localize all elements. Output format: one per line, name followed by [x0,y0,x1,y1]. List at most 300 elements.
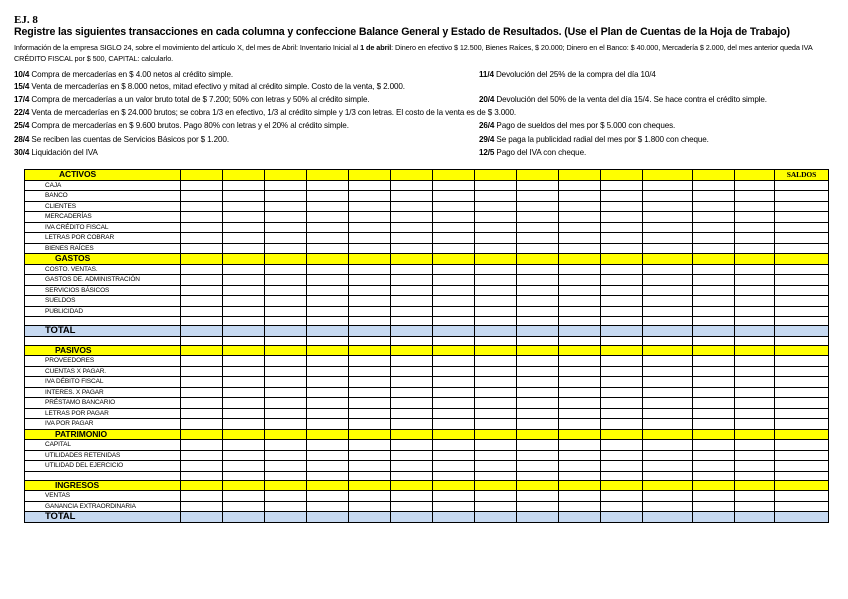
worksheet-cell[interactable] [475,336,517,345]
worksheet-cell[interactable] [475,285,517,296]
worksheet-cell[interactable] [433,212,475,223]
worksheet-cell[interactable] [349,480,391,491]
worksheet-cell[interactable] [775,296,829,307]
worksheet-cell[interactable] [735,254,775,265]
worksheet-cell[interactable] [307,387,349,398]
worksheet-cell[interactable] [433,366,475,377]
worksheet-cell[interactable] [735,501,775,512]
worksheet-cell[interactable] [391,264,433,275]
worksheet-cell[interactable] [693,408,735,419]
worksheet-cell[interactable] [265,170,307,181]
worksheet-cell[interactable] [559,254,601,265]
worksheet-cell[interactable] [391,387,433,398]
worksheet-cell[interactable] [517,450,559,461]
worksheet-cell[interactable] [307,243,349,254]
worksheet-cell[interactable] [433,254,475,265]
worksheet-cell[interactable] [433,461,475,472]
worksheet-cell[interactable] [693,461,735,472]
worksheet-cell[interactable] [265,317,307,326]
worksheet-cell[interactable] [265,491,307,502]
worksheet-cell[interactable] [265,461,307,472]
worksheet-cell[interactable] [433,180,475,191]
worksheet-cell[interactable] [517,180,559,191]
worksheet-cell[interactable] [517,408,559,419]
worksheet-cell[interactable] [517,471,559,480]
worksheet-cell[interactable] [433,429,475,440]
worksheet-cell[interactable] [643,306,693,317]
worksheet-cell[interactable] [559,222,601,233]
worksheet-cell[interactable] [181,296,223,307]
worksheet-cell[interactable] [181,356,223,367]
worksheet-cell[interactable] [643,345,693,356]
worksheet-cell[interactable] [693,170,735,181]
worksheet-cell[interactable] [475,222,517,233]
worksheet-cell[interactable] [433,419,475,430]
worksheet-cell[interactable] [265,201,307,212]
worksheet-cell[interactable] [559,170,601,181]
worksheet-cell[interactable] [349,471,391,480]
worksheet-cell[interactable] [559,275,601,286]
worksheet-cell[interactable] [223,254,265,265]
worksheet-cell[interactable] [223,180,265,191]
worksheet-cell[interactable] [775,345,829,356]
worksheet-cell[interactable] [775,398,829,409]
worksheet-cell[interactable] [349,275,391,286]
worksheet-cell[interactable] [181,491,223,502]
worksheet-cell[interactable] [643,377,693,388]
worksheet-cell[interactable] [693,222,735,233]
worksheet-cell[interactable] [265,285,307,296]
worksheet-cell[interactable] [601,336,643,345]
worksheet-cell[interactable] [391,398,433,409]
worksheet-cell[interactable] [601,491,643,502]
worksheet-cell[interactable] [693,450,735,461]
worksheet-cell[interactable] [349,429,391,440]
worksheet-cell[interactable] [181,170,223,181]
worksheet-cell[interactable] [517,429,559,440]
worksheet-cell[interactable] [265,264,307,275]
worksheet-cell[interactable] [223,345,265,356]
worksheet-cell[interactable] [349,408,391,419]
worksheet-cell[interactable] [517,356,559,367]
worksheet-cell[interactable] [775,450,829,461]
worksheet-cell[interactable] [643,285,693,296]
worksheet-cell[interactable] [601,212,643,223]
worksheet-cell[interactable] [475,501,517,512]
worksheet-cell[interactable] [391,471,433,480]
worksheet-cell[interactable] [391,450,433,461]
worksheet-cell[interactable] [601,377,643,388]
worksheet-cell[interactable] [349,317,391,326]
worksheet-cell[interactable] [693,201,735,212]
worksheet-cell[interactable] [601,296,643,307]
worksheet-cell[interactable] [181,191,223,202]
worksheet-cell[interactable] [693,480,735,491]
worksheet-cell[interactable] [517,243,559,254]
worksheet-cell[interactable] [517,285,559,296]
worksheet-cell[interactable] [775,326,829,337]
worksheet-cell[interactable] [307,450,349,461]
worksheet-cell[interactable] [181,212,223,223]
worksheet-cell[interactable] [643,356,693,367]
worksheet-cell[interactable] [475,212,517,223]
worksheet-cell[interactable] [735,398,775,409]
worksheet-cell[interactable] [601,243,643,254]
worksheet-cell[interactable] [475,317,517,326]
worksheet-cell[interactable] [601,275,643,286]
worksheet-cell[interactable] [181,429,223,440]
worksheet-cell[interactable] [433,285,475,296]
worksheet-cell[interactable] [735,408,775,419]
worksheet-cell[interactable] [391,408,433,419]
worksheet-cell[interactable] [693,264,735,275]
worksheet-cell[interactable] [475,345,517,356]
worksheet-cell[interactable] [559,201,601,212]
worksheet-cell[interactable] [307,180,349,191]
worksheet-cell[interactable] [433,191,475,202]
worksheet-cell[interactable] [265,336,307,345]
worksheet-cell[interactable] [307,296,349,307]
worksheet-cell[interactable] [559,387,601,398]
worksheet-cell[interactable] [181,317,223,326]
worksheet-cell[interactable] [223,366,265,377]
worksheet-cell[interactable] [643,326,693,337]
worksheet-cell[interactable] [735,461,775,472]
worksheet-cell[interactable] [433,243,475,254]
worksheet-cell[interactable] [735,429,775,440]
worksheet-cell[interactable] [181,285,223,296]
worksheet-cell[interactable] [643,243,693,254]
worksheet-cell[interactable] [601,180,643,191]
worksheet-cell[interactable] [307,285,349,296]
worksheet-cell[interactable] [643,512,693,523]
worksheet-cell[interactable] [775,201,829,212]
worksheet-cell[interactable] [181,275,223,286]
worksheet-cell[interactable] [307,512,349,523]
worksheet-cell[interactable] [559,512,601,523]
worksheet-cell[interactable] [693,254,735,265]
worksheet-cell[interactable] [223,317,265,326]
worksheet-cell[interactable] [735,326,775,337]
worksheet-cell[interactable] [391,366,433,377]
worksheet-cell[interactable] [559,296,601,307]
worksheet-cell[interactable] [391,501,433,512]
worksheet-cell[interactable] [735,296,775,307]
worksheet-cell[interactable] [181,419,223,430]
worksheet-cell[interactable] [475,429,517,440]
worksheet-cell[interactable] [307,317,349,326]
worksheet-cell[interactable] [265,212,307,223]
worksheet-cell[interactable] [601,512,643,523]
worksheet-cell[interactable] [775,191,829,202]
worksheet-cell[interactable] [181,471,223,480]
worksheet-cell[interactable] [735,377,775,388]
worksheet-cell[interactable] [517,296,559,307]
worksheet-cell[interactable] [475,387,517,398]
worksheet-cell[interactable] [775,264,829,275]
worksheet-cell[interactable] [223,471,265,480]
worksheet-cell[interactable] [517,377,559,388]
worksheet-cell[interactable] [601,429,643,440]
worksheet-cell[interactable] [643,180,693,191]
worksheet-cell[interactable] [643,317,693,326]
worksheet-cell[interactable] [475,180,517,191]
worksheet-cell[interactable] [223,450,265,461]
worksheet-cell[interactable] [349,491,391,502]
worksheet-cell[interactable] [475,440,517,451]
worksheet-cell[interactable] [475,356,517,367]
worksheet-cell[interactable] [223,222,265,233]
worksheet-cell[interactable] [643,366,693,377]
worksheet-cell[interactable] [433,317,475,326]
worksheet-cell[interactable] [433,306,475,317]
worksheet-cell[interactable] [475,254,517,265]
worksheet-cell[interactable] [223,233,265,244]
worksheet-cell[interactable] [475,296,517,307]
worksheet-cell[interactable] [775,243,829,254]
worksheet-cell[interactable] [601,306,643,317]
worksheet-cell[interactable] [475,471,517,480]
worksheet-cell[interactable] [307,429,349,440]
worksheet-cell[interactable] [735,419,775,430]
worksheet-cell[interactable] [391,419,433,430]
worksheet-cell[interactable] [307,440,349,451]
worksheet-cell[interactable] [559,366,601,377]
worksheet-cell[interactable] [559,408,601,419]
worksheet-cell[interactable] [433,471,475,480]
worksheet-cell[interactable] [349,296,391,307]
worksheet-cell[interactable] [307,233,349,244]
worksheet-cell[interactable] [643,387,693,398]
worksheet-cell[interactable] [349,387,391,398]
worksheet-cell[interactable] [475,408,517,419]
worksheet-cell[interactable] [433,275,475,286]
worksheet-cell[interactable] [517,366,559,377]
worksheet-cell[interactable] [391,429,433,440]
worksheet-cell[interactable] [265,191,307,202]
worksheet-cell[interactable] [433,356,475,367]
worksheet-cell[interactable] [433,450,475,461]
worksheet-cell[interactable] [517,170,559,181]
worksheet-cell[interactable] [433,170,475,181]
worksheet-cell[interactable] [559,450,601,461]
worksheet-cell[interactable] [735,366,775,377]
worksheet-cell[interactable] [307,264,349,275]
worksheet-cell[interactable] [735,275,775,286]
worksheet-cell[interactable] [643,480,693,491]
worksheet-cell[interactable] [643,201,693,212]
worksheet-cell[interactable] [601,461,643,472]
worksheet-cell[interactable] [265,440,307,451]
worksheet-cell[interactable] [693,191,735,202]
worksheet-cell[interactable] [775,471,829,480]
worksheet-cell[interactable] [307,201,349,212]
worksheet-cell[interactable] [349,398,391,409]
worksheet-cell[interactable] [307,491,349,502]
worksheet-cell[interactable] [775,180,829,191]
worksheet-cell[interactable] [475,491,517,502]
worksheet-cell[interactable] [643,440,693,451]
worksheet-cell[interactable] [601,317,643,326]
worksheet-cell[interactable] [559,419,601,430]
worksheet-cell[interactable] [223,408,265,419]
worksheet-cell[interactable] [433,222,475,233]
worksheet-cell[interactable] [433,326,475,337]
worksheet-cell[interactable] [349,222,391,233]
worksheet-cell[interactable] [181,345,223,356]
worksheet-cell[interactable] [559,264,601,275]
worksheet-cell[interactable] [775,480,829,491]
worksheet-cell[interactable] [223,480,265,491]
worksheet-cell[interactable] [181,440,223,451]
worksheet-cell[interactable] [223,285,265,296]
worksheet-cell[interactable] [181,387,223,398]
worksheet-cell[interactable] [223,501,265,512]
worksheet-cell[interactable] [475,377,517,388]
worksheet-cell[interactable] [735,491,775,502]
worksheet-cell[interactable] [349,501,391,512]
worksheet-cell[interactable] [307,398,349,409]
worksheet-cell[interactable] [223,264,265,275]
worksheet-cell[interactable] [693,491,735,502]
worksheet-cell[interactable] [307,356,349,367]
worksheet-cell[interactable] [307,345,349,356]
worksheet-cell[interactable] [349,191,391,202]
worksheet-cell[interactable] [391,201,433,212]
worksheet-cell[interactable] [223,356,265,367]
worksheet-cell[interactable] [517,191,559,202]
worksheet-cell[interactable] [775,254,829,265]
worksheet-cell[interactable] [265,345,307,356]
worksheet-cell[interactable] [433,398,475,409]
worksheet-cell[interactable] [391,170,433,181]
worksheet-cell[interactable] [517,501,559,512]
worksheet-cell[interactable] [643,501,693,512]
worksheet-cell[interactable] [559,317,601,326]
worksheet-cell[interactable] [349,336,391,345]
worksheet-cell[interactable] [223,296,265,307]
worksheet-cell[interactable] [433,501,475,512]
worksheet-cell[interactable] [391,233,433,244]
worksheet-cell[interactable] [307,326,349,337]
worksheet-cell[interactable] [223,491,265,502]
worksheet-cell[interactable] [643,191,693,202]
worksheet-cell[interactable] [181,264,223,275]
worksheet-cell[interactable] [693,356,735,367]
worksheet-cell[interactable] [775,356,829,367]
worksheet-cell[interactable] [775,440,829,451]
worksheet-cell[interactable] [643,461,693,472]
worksheet-cell[interactable] [391,356,433,367]
worksheet-cell[interactable] [349,180,391,191]
worksheet-cell[interactable] [307,170,349,181]
worksheet-cell[interactable] [517,461,559,472]
worksheet-cell[interactable] [181,377,223,388]
worksheet-cell[interactable] [265,243,307,254]
worksheet-cell[interactable] [307,419,349,430]
worksheet-cell[interactable] [265,501,307,512]
worksheet-cell[interactable] [181,201,223,212]
worksheet-cell[interactable] [265,356,307,367]
worksheet-cell[interactable] [223,419,265,430]
worksheet-cell[interactable] [349,243,391,254]
worksheet-cell[interactable] [265,450,307,461]
worksheet-cell[interactable] [693,440,735,451]
worksheet-cell[interactable] [265,254,307,265]
worksheet-cell[interactable] [775,222,829,233]
worksheet-cell[interactable] [391,440,433,451]
worksheet-cell[interactable] [391,191,433,202]
worksheet-cell[interactable] [391,275,433,286]
worksheet-cell[interactable] [775,317,829,326]
worksheet-cell[interactable] [475,264,517,275]
worksheet-cell[interactable] [349,254,391,265]
worksheet-cell[interactable] [735,306,775,317]
worksheet-cell[interactable] [433,345,475,356]
worksheet-cell[interactable] [349,326,391,337]
worksheet-cell[interactable] [181,336,223,345]
worksheet-cell[interactable] [181,461,223,472]
worksheet-cell[interactable] [693,429,735,440]
worksheet-cell[interactable] [517,254,559,265]
worksheet-cell[interactable] [475,461,517,472]
worksheet-cell[interactable] [265,306,307,317]
worksheet-cell[interactable] [775,233,829,244]
worksheet-cell[interactable] [693,366,735,377]
worksheet-cell[interactable] [735,212,775,223]
worksheet-cell[interactable] [223,512,265,523]
worksheet-cell[interactable] [775,336,829,345]
worksheet-cell[interactable] [265,471,307,480]
worksheet-cell[interactable] [223,398,265,409]
worksheet-cell[interactable] [601,170,643,181]
worksheet-cell[interactable] [559,326,601,337]
worksheet-cell[interactable] [391,243,433,254]
worksheet-cell[interactable] [735,356,775,367]
worksheet-cell[interactable] [735,336,775,345]
worksheet-cell[interactable] [559,285,601,296]
worksheet-cell[interactable] [559,180,601,191]
worksheet-cell[interactable] [601,387,643,398]
worksheet-cell[interactable] [643,233,693,244]
worksheet-cell[interactable] [735,180,775,191]
worksheet-cell[interactable] [735,191,775,202]
worksheet-cell[interactable] [349,377,391,388]
worksheet-cell[interactable] [559,336,601,345]
worksheet-cell[interactable] [223,440,265,451]
worksheet-cell[interactable] [391,326,433,337]
worksheet-cell[interactable] [559,345,601,356]
worksheet-cell[interactable] [223,191,265,202]
worksheet-cell[interactable] [265,387,307,398]
worksheet-cell[interactable] [643,254,693,265]
worksheet-cell[interactable] [181,450,223,461]
worksheet-cell[interactable] [775,419,829,430]
worksheet-cell[interactable] [349,170,391,181]
worksheet-cell[interactable] [433,387,475,398]
worksheet-cell[interactable] [693,471,735,480]
worksheet-cell[interactable] [775,408,829,419]
worksheet-cell[interactable] [433,440,475,451]
worksheet-cell[interactable] [775,491,829,502]
worksheet-cell[interactable] [391,491,433,502]
worksheet-cell[interactable] [735,222,775,233]
worksheet-cell[interactable] [181,233,223,244]
worksheet-cell[interactable] [391,180,433,191]
worksheet-cell[interactable] [265,366,307,377]
worksheet-cell[interactable] [349,419,391,430]
worksheet-cell[interactable] [307,366,349,377]
